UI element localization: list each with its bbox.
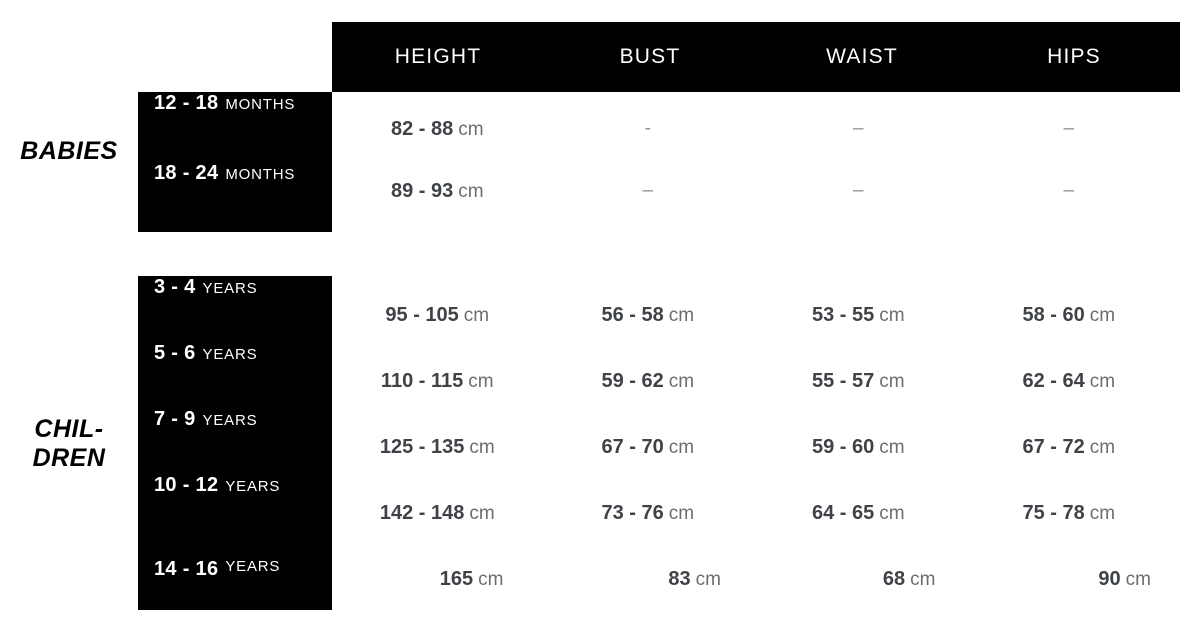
table-row [332,108,1180,150]
cell-waist: 53 - 55 cm [811,303,905,326]
cell-hips: – [1063,118,1075,139]
age-label-5-6-years: 5 - 6 YEARS [154,342,258,364]
table-row [332,491,1180,535]
age-label-18-24-months: 18 - 24 MONTHS [154,162,296,184]
cell-bust: 59 - 62 cm [601,369,695,392]
column-header-waist: WAIST [826,45,898,68]
age-label-3-4-years: 3 - 4 YEARS [154,276,258,298]
age-label-10-12-years: 10 - 12 YEARS [154,474,281,496]
cell-bust: 67 - 70 cm [601,435,695,458]
table-header-row [332,22,1180,92]
cell-height: 125 - 135 cm [379,435,495,458]
cell-height: 82 - 88 cm [390,117,484,140]
group-label-children-line2: DREN [32,443,106,472]
cell-bust: 83 cm [668,567,721,590]
table-row [332,293,1180,337]
group-label-babies: BABIES [20,137,118,165]
age-label-column-babies [138,92,332,232]
age-label-7-9-years: 7 - 9 YEARS [154,408,258,430]
cell-hips: – [1063,180,1075,201]
cell-bust: 73 - 76 cm [601,501,695,524]
cell-waist: – [852,118,864,139]
column-header-bust: BUST [619,45,681,68]
cell-bust: – [642,180,654,201]
group-label-children-line1: CHIL- [34,415,104,443]
cell-bust: 56 - 58 cm [601,303,695,326]
age-label-14-16-years: 14 - 16 YEARS [154,558,281,580]
cell-hips: 67 - 72 cm [1022,435,1116,458]
cell-height: 89 - 93 cm [390,179,484,202]
cell-waist: 59 - 60 cm [811,435,905,458]
cell-hips: 75 - 78 cm [1022,501,1116,524]
cell-waist: 64 - 65 cm [811,501,905,524]
age-label-12-18-months: 12 - 18 MONTHS [154,92,296,114]
table-row [332,170,1180,212]
cell-hips: 58 - 60 cm [1022,303,1116,326]
group-label-children [0,415,138,473]
cell-waist: 68 cm [882,567,936,590]
cell-height: 110 - 115 cm [380,369,494,392]
cell-height: 165 cm [439,567,504,590]
age-label-column-children [138,276,332,610]
table-row [332,557,1180,601]
column-header-height: HEIGHT [394,45,482,68]
column-header-hips: HIPS [1047,45,1101,68]
cell-waist: 55 - 57 cm [811,369,905,392]
cell-hips: 90 cm [1098,567,1151,590]
cell-hips: 62 - 64 cm [1022,369,1116,392]
cell-waist: – [852,180,864,201]
cell-bust: - [644,118,651,139]
table-row [332,425,1180,469]
cell-height: 142 - 148 cm [379,501,495,524]
cell-height: 95 - 105 cm [385,303,490,326]
table-row [332,359,1180,403]
